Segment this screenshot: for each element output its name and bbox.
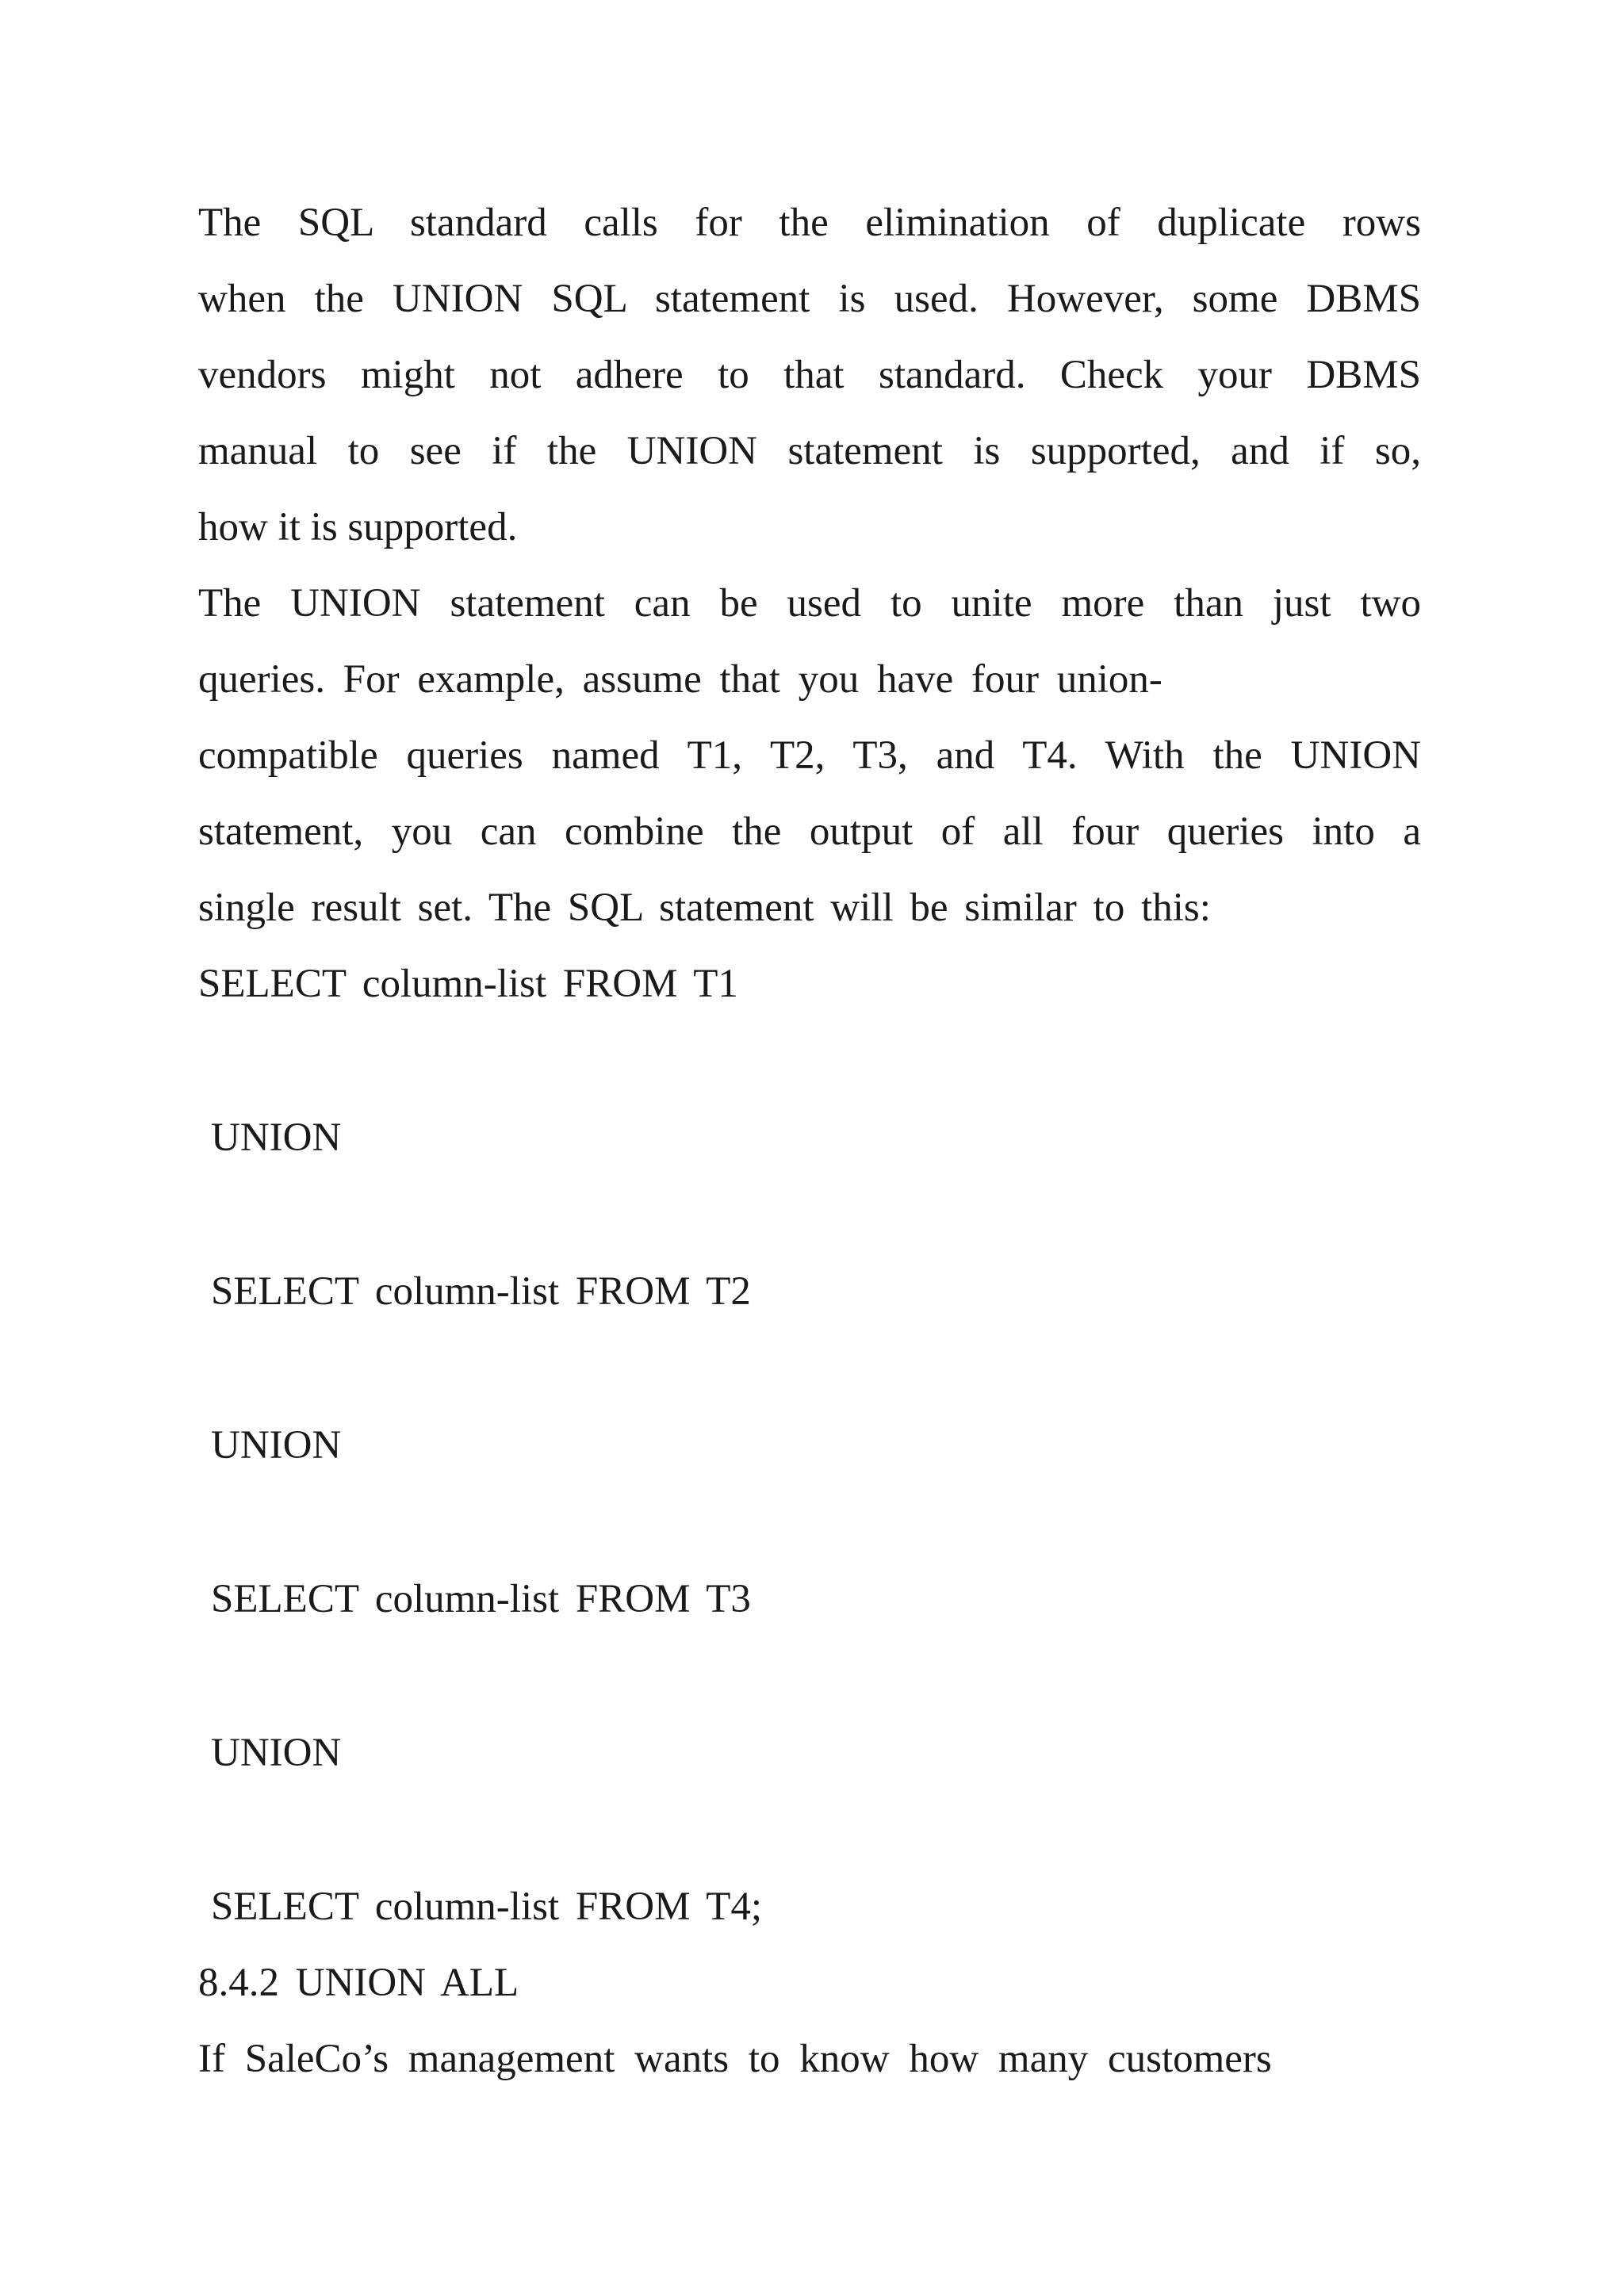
section-heading: 8.4.2 UNION ALL — [198, 1961, 519, 2005]
paragraph-line: vendors might not adhere to that standard. Check your DBMS — [198, 353, 1421, 397]
code-line: UNION — [211, 1115, 342, 1160]
paragraph-line: The UNION statement can be used to unite more than just two — [198, 581, 1421, 626]
paragraph-line: how it is supported. — [198, 505, 518, 549]
paragraph-line: If SaleCo’s management wants to know how many customers — [198, 2037, 1272, 2081]
code-line: SELECT column-list FROM T2 — [211, 1269, 751, 1314]
paragraph-line: manual to see if the UNION statement is supported, and if so, — [198, 429, 1421, 473]
code-line: SELECT column-list FROM T1 — [198, 962, 738, 1006]
code-line: SELECT column-list FROM T3 — [211, 1577, 751, 1621]
paragraph-line: The SQL standard calls for the elimination of duplicate rows — [198, 201, 1421, 245]
paragraph-line: statement, you can combine the output of all four queries into a — [198, 809, 1421, 854]
paragraph-line: when the UNION SQL statement is used. However, some DBMS — [198, 277, 1421, 321]
paragraph-line: queries. For example, assume that you have four union- — [198, 657, 1162, 702]
code-line: UNION — [211, 1731, 342, 1775]
paragraph-line: compatible queries named T1, T2, T3, and T4. With the UNION — [198, 733, 1421, 778]
paragraph-line: single result set. The SQL statement will be similar to this: — [198, 886, 1211, 930]
code-line: UNION — [211, 1423, 342, 1468]
code-line: SELECT column-list FROM T4; — [211, 1885, 763, 1929]
